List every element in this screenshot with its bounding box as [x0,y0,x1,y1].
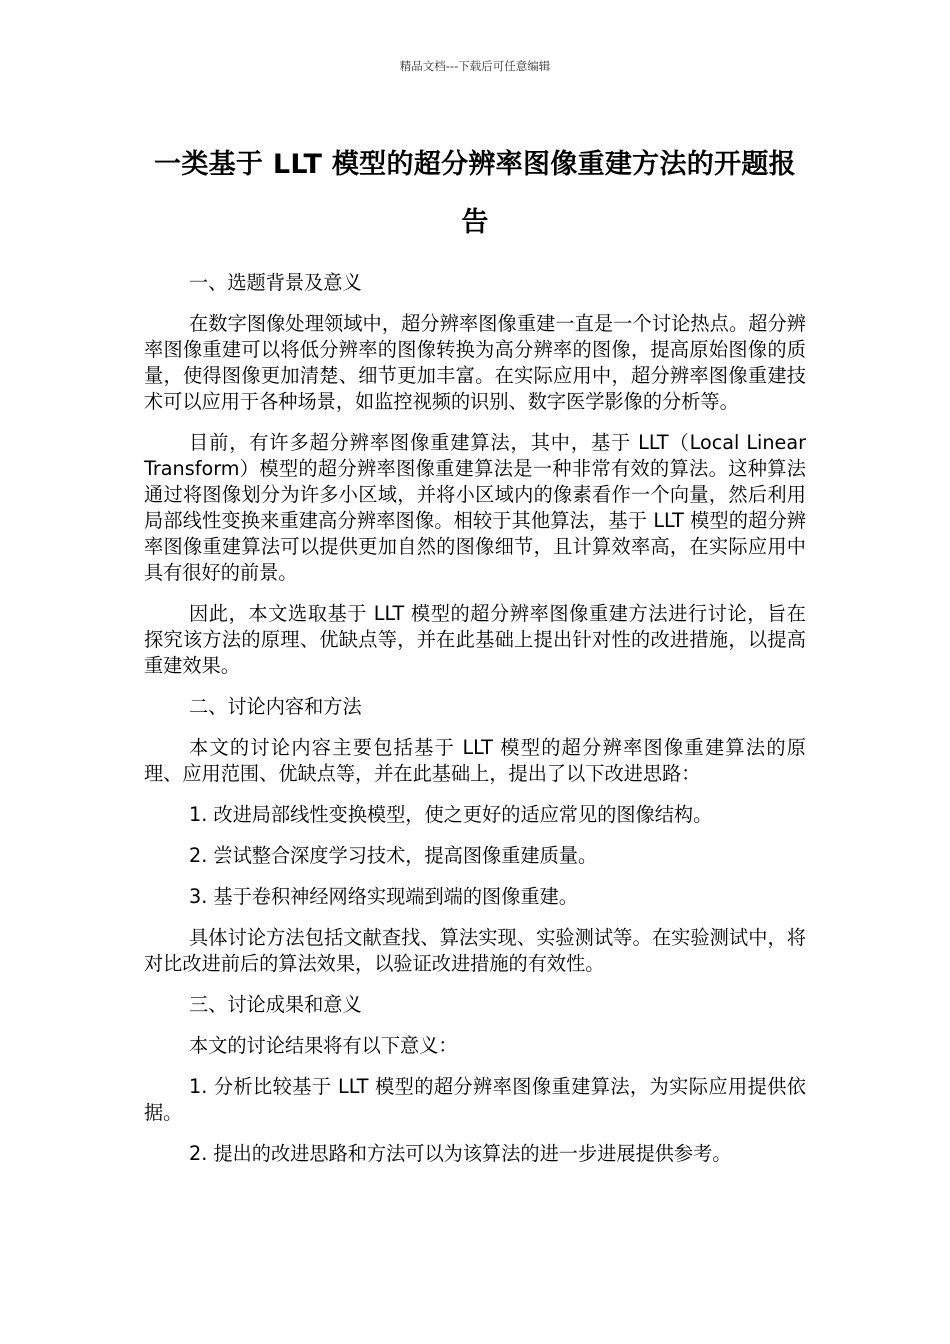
paragraph: 目前，有许多超分辨率图像重建算法，其中，基于 LLT（Local Linear Transform）模型的超分辨率图像重建算法是一种非常有效的算法。这种算法通过将图像划分为许多小区域，并将小区域内的像素看作一个向量，然后利用局部线性变换来重建高分辨率图像。相较于其他算法，基于 LLT 模型的超分辨率图像重建算法可以提供更加自然的图像细节，且计算效率高，在实际应用中具有很好的前景。 [144,431,806,584]
list-item: 3. 基于卷积神经网络实现端到端的图像重建。 [189,885,578,908]
list-item: 2. 尝试整合深度学习技术，提高图像重建质量。 [189,844,598,867]
list-item: 1. 分析比较基于 LLT 模型的超分辨率图像重建算法，为实际应用提供依据。 [144,1075,806,1124]
paragraph: 在数字图像处理领域中，超分辨率图像重建一直是一个讨论热点。超分辨率图像重建可以将低分辨率的图像转换为高分辨率的图像，提高原始图像的质量，使得图像更加清楚、细节更加丰富。在实际应用中，超分辨率图像重建技术可以应用于各种场景，如监控视频的识别、数字医学影像的分析等。 [144,312,806,413]
section-heading-3: 三、讨论成果和意义 [189,993,362,1016]
list-item: 2. 提出的改进思路和方法可以为该算法的进一步进展提供参考。 [189,1142,732,1165]
paragraph: 本文的讨论内容主要包括基于 LLT 模型的超分辨率图像重建算法的原理、应用范围、优缺点等，并在此基础上，提出了以下改进思路： [144,736,806,785]
section-heading-1: 一、选题背景及意义 [189,271,362,294]
header-note: 精品文档---下载后可任意编辑 [399,59,551,73]
paragraph: 本文的讨论结果将有以下意义： [189,1034,458,1057]
section-heading-2: 二、讨论内容和方法 [189,695,362,718]
document-title: 一类基于 LLT 模型的超分辨率图像重建方法的开题报告 [154,149,796,238]
list-item: 1. 改进局部线性变换模型，使之更好的适应常见的图像结构。 [189,803,713,826]
paragraph: 具体讨论方法包括文献查找、算法实现、实验测试等。在实验测试中，将对比改进前后的算法效果，以验证改进措施的有效性。 [144,926,806,975]
paragraph: 因此，本文选取基于 LLT 模型的超分辨率图像重建方法进行讨论，旨在探究该方法的原理、优缺点等，并在此基础上提出针对性的改进措施，以提高重建效果。 [144,602,806,677]
document-body [144,270,806,1182]
